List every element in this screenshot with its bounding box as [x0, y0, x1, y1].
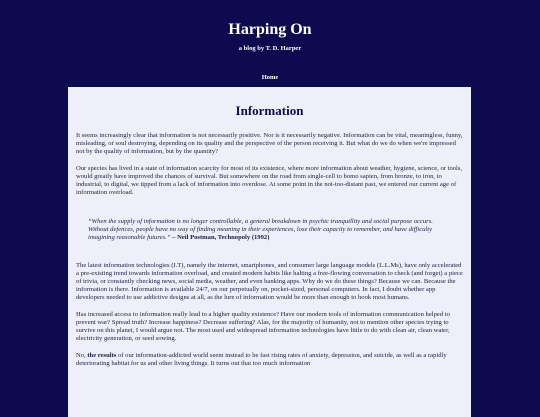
article-paragraph: Has increased access to information really lead to a higher quality existence? Have our modern tools of information communication helped to prevent war? Spread truth? Increase happiness? Decrease suffering? Alas, for the majority of humanity, not to mention other species trying to survive on this planet, I would argue not. The most used and widespread information technologies have little to do with clean air, clean water, electricity generation, or seed sowing.: [76, 311, 450, 342]
quote-attribution: – Neil Postman, Technopoly (1992): [170, 234, 270, 241]
article-paragraph: The latest information technologies (I.T), namely the internet, smartphones, and consumer large language models (L.L.Ms), have only accelerated a pre-existing trend towards information overload, and created modern habits like halting a free-flowing conversation to check (and forget) a piece of trivia, or constantly checking news, social media, weather, and even banking apps. Why do we do these things? Because we can. Because the information is there. Information is available 24/7, on our perpetually on, pocket-sized, personal computers. In fact, I doubt whether app developers needed to use addictive designs at all, as the lure of information would be more than enough to hook most humans.: [76, 262, 463, 301]
article-paragraph: It seems increasingly clear that information is not necessarily positive. Nor is it necessarily negative. Information can be vital, meaningless, funny, misleading, or soul destroying, depending on its quality and the perspective of the person receiving it. But what do we do when we're impressed not by the quality of information, but by the quantity?: [76, 132, 463, 155]
nav-link-home[interactable]: Home: [261, 74, 279, 81]
article: [68, 87, 471, 417]
article-title: Information: [235, 103, 304, 118]
blockquote: [88, 218, 453, 242]
paragraph-lead: No,: [76, 352, 88, 359]
site-title[interactable]: Harping On: [228, 21, 312, 38]
emphasis-text: the results: [87, 352, 117, 359]
quote-text: “When the supply of information is no longer controllable, a general breakdown in psychic tranquillity and social purpose occurs. Without defences, people have no way of finding meaning in their experiences, lose their capacity to remember, and have difficulty imagining reasonable futures.”: [88, 218, 433, 241]
site-nav: [0, 66, 540, 84]
paragraph-rest: of our information-addicted world seem instead to be fast rising rates of anxiety, depression, and suicide, as well as a rapidly deteriorating habitat for us and other living things. It turns out that too much information: [76, 352, 447, 367]
article-paragraph: Our species has lived in a state of information scarcity for most of its existence, where more information about weather, hygiene, science, or tools, would greatly have improved the chances of survival. But somewhere on the road from single-cell to homo sapien, from bronze, to iron, to industrial, to digital, we tipped from a lack of information into overdose. At some point in the not-too-distant past, we entered our current age of information overload.: [76, 165, 463, 196]
site-tagline: a blog by T. D. Harper: [238, 45, 302, 52]
article-paragraph: [76, 352, 463, 368]
